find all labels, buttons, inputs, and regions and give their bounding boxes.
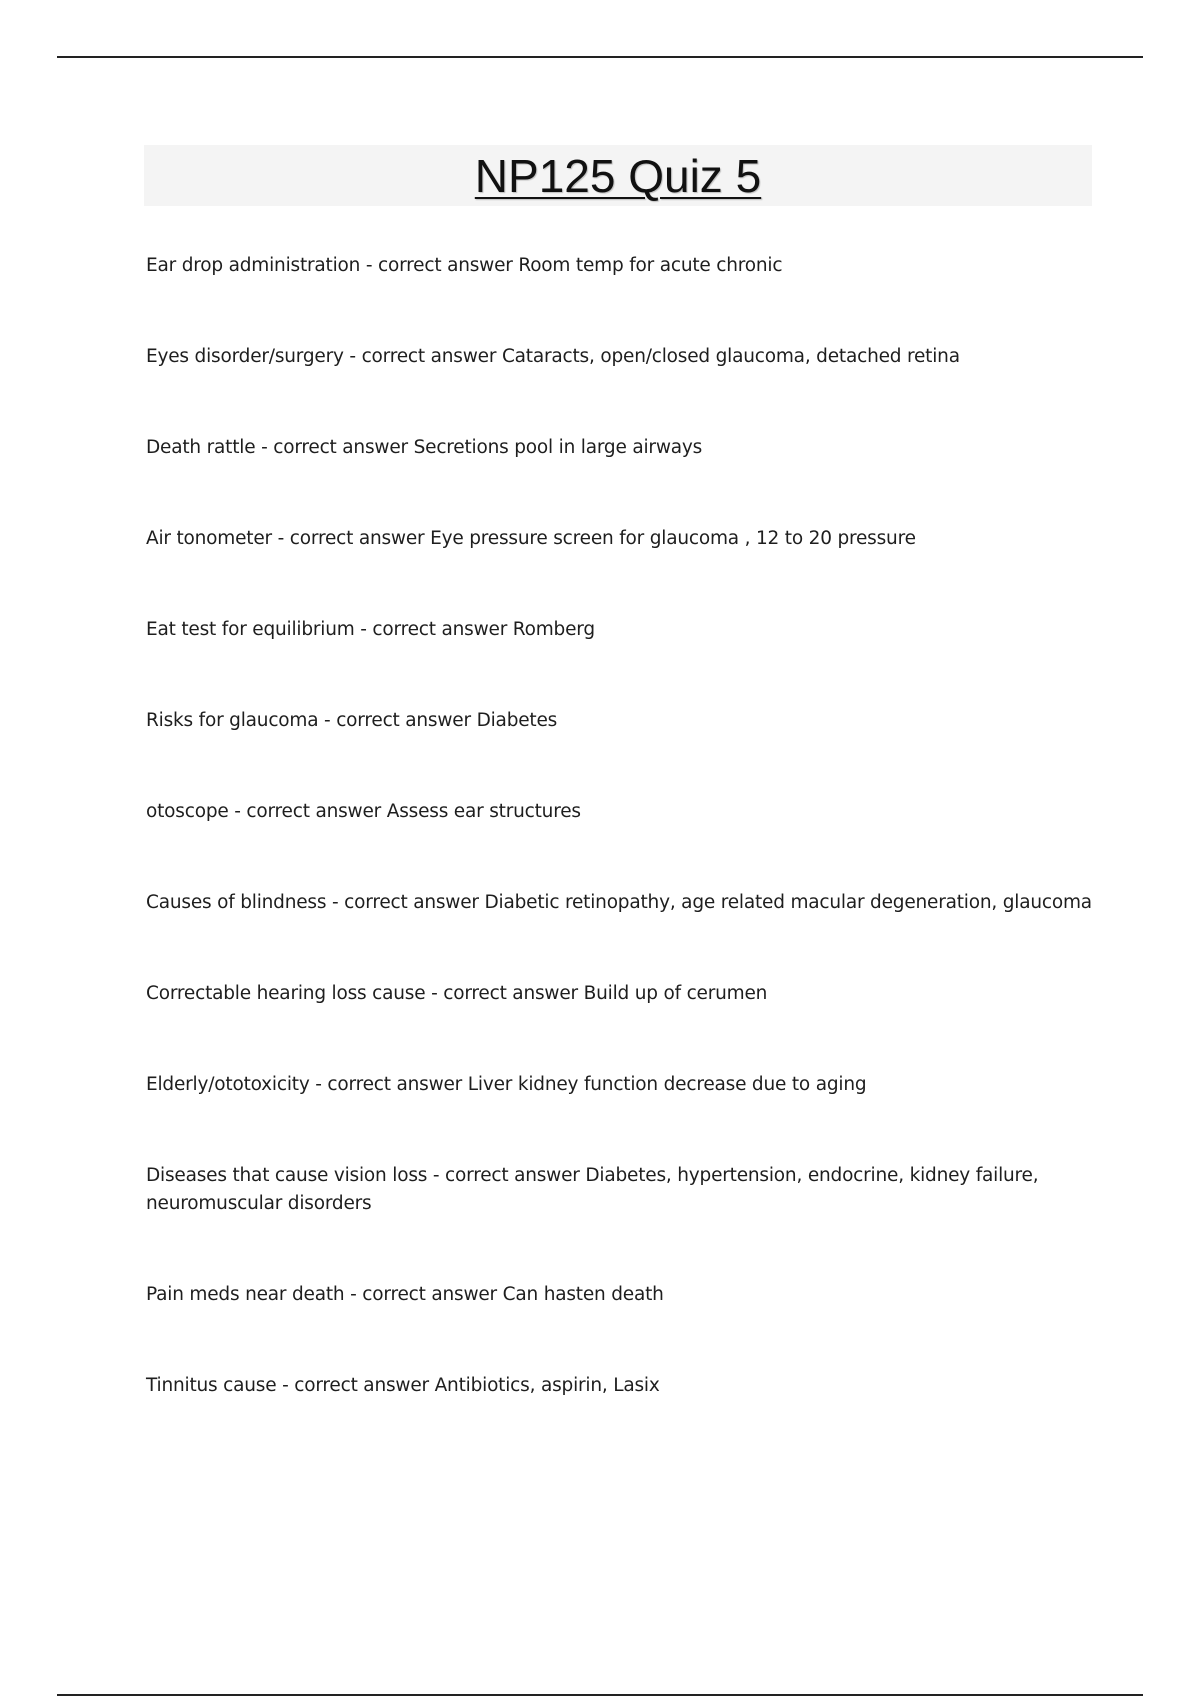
top-rule — [57, 56, 1143, 58]
qa-entry-pain-meds: Pain meds near death - correct answer Can hasten death — [146, 1284, 664, 1305]
qa-entry-death-rattle: Death rattle - correct answer Secretions pool in large airways — [146, 437, 703, 458]
qa-entry-hearing-loss: Correctable hearing loss cause - correct answer Build up of cerumen — [146, 983, 768, 1004]
qa-entry-air-tonometer: Air tonometer - correct answer Eye pressure screen for glaucoma , 12 to 20 pressure — [146, 528, 916, 549]
qa-entry-tinnitus: Tinnitus cause - correct answer Antibiotics, aspirin, Lasix — [146, 1375, 660, 1396]
title-banner — [144, 145, 1092, 206]
qa-entry-glaucoma-risks: Risks for glaucoma - correct answer Diabetes — [146, 710, 558, 731]
qa-entry-blindness-causes: Causes of blindness - correct answer Diabetic retinopathy, age related macular degeneration, glaucoma — [146, 892, 1092, 913]
qa-list — [146, 252, 1096, 1463]
document-title: NP125 Quiz 5 — [474, 149, 762, 202]
qa-entry-equilibrium-test: Eat test for equilibrium - correct answer Romberg — [146, 619, 595, 640]
qa-entry-ototoxicity: Elderly/ototoxicity - correct answer Liver kidney function decrease due to aging — [146, 1074, 867, 1095]
bottom-rule — [57, 1694, 1143, 1696]
qa-entry-eyes-disorder: Eyes disorder/surgery - correct answer Cataracts, open/closed glaucoma, detached retina — [146, 346, 960, 367]
qa-entry-vision-loss-diseases: Diseases that cause vision loss - correct answer Diabetes, hypertension, endocrine, kidney failure, neuromuscular disorders — [146, 1165, 1039, 1214]
qa-entry-ear-drop: Ear drop administration - correct answer Room temp for acute chronic — [146, 255, 783, 276]
qa-entry-otoscope: otoscope - correct answer Assess ear structures — [146, 801, 581, 822]
